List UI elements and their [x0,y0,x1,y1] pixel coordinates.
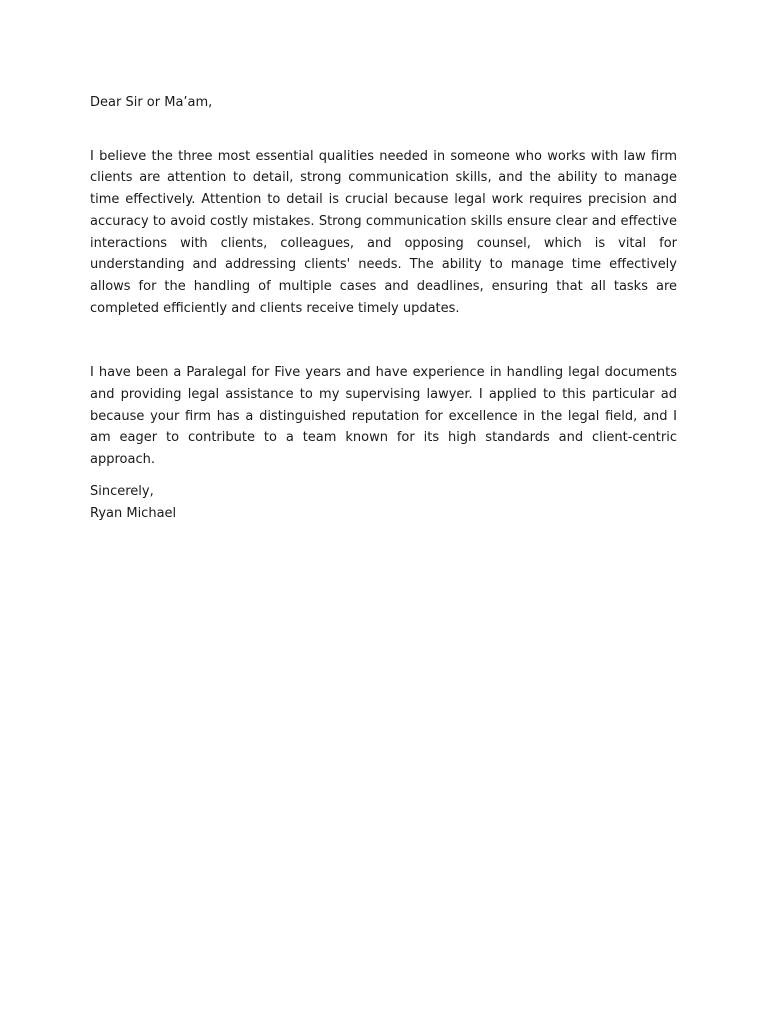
letter-closing: Sincerely, [90,483,154,499]
letter-signature: Ryan Michael [90,505,177,521]
letter-paragraph-experience: I have been a Paralegal for Five years and have experience in handling legal documents and providing legal assistance to my supervising lawyer. I applied to this particular ad because your firm has a distinguished reputation for excellence in the legal field, and I am eager to contribute to a team known for its high standards and client-centric approach. [90,365,677,468]
letter-greeting: Dear Sir or Ma’am, [90,95,213,110]
cover-letter [90,90,677,524]
letter-paragraph-qualities: I believe the three most essential qualities needed in someone who works with law firm clients are attention to detail, strong communication skills, and the ability to manage time effectively. Attention to detail is crucial because legal work requires precision and accuracy to avoid costly mistakes. Strong communication skills ensure clear and effective interactions with clients, colleagues, and opposing counsel, which is vital for understanding and addressing clients' needs. The ability to manage time effectively allows for the handling of multiple cases and deadlines, ensuring that all tasks are completed efficiently and clients receive timely updates. [90,148,677,316]
